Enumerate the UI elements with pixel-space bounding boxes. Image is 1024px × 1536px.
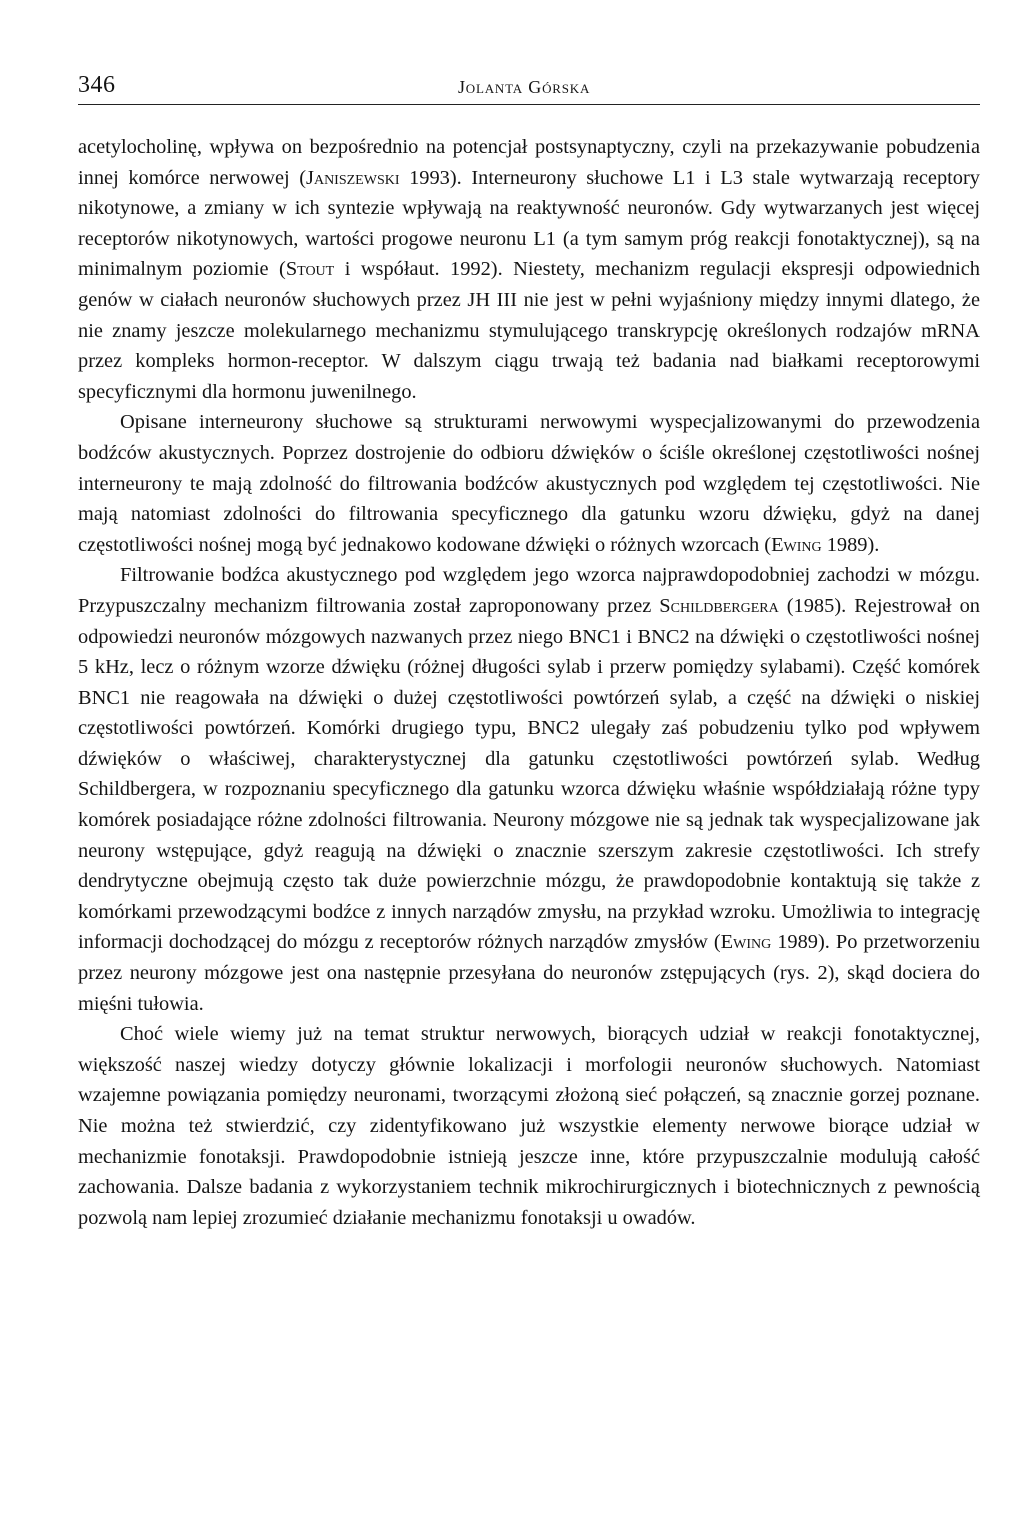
text-run: (1985). Rejestrował on odpowiedzi neuronów mózgowych nazwanych przez niego BNC1 i BNC2 na dźwięki o częstotliwości nośnej 5 kHz, lecz o różnym wzorze dźwięku (różnej długości sylab i przerw pomiędzy sylabami). Część komórek BNC1 nie reagowała na dźwięki o dużej częstotliwości powtórzeń sylab, a część na dźwięki o niskiej częstotliwości powtórzeń. Komórki drugiego typu, BNC2 ulegały zaś pobudzeniu tylko pod wpływem dźwięków o właściwej, charakterystycznej dla gatunku częstotliwości powtórzeń sylab. Według Schildbergera, w rozpoznaniu specyficznego dla gatunku wzorca dźwięku właśnie współdziałają różne typy komórek posiadające różne zdolności filtrowania. Neurony mózgowe nie są jednak tak wyspecjalizowane jak neurony wstępujące, gdyż reagują na dźwięki o znacznie szerszym zakresie częstotliwości. Ich strefy dendrytyczne obejmują często tak duże powierzchnie mózgu, że prawdopodobnie kontaktują się także z komórkami przewodzącymi bodźce z innych narządów zmysłu, na przykład wzroku. Umożliwia to integrację informacji dochodzącej do mózgu z receptorów różnych narządów zmysłów (	[78, 594, 980, 954]
paragraph	[78, 1019, 980, 1233]
paragraph	[78, 132, 980, 407]
paragraph	[78, 407, 980, 560]
citation-author: Schildbergera	[659, 594, 779, 617]
citation-author: Ewing	[720, 931, 772, 954]
text-run: i współaut. 1992). Niestety, mechanizm regulacji ekspresji odpowiednich genów w ciałach neuronów słuchowych przez JH III nie jest w pełni wyjaśniony między innymi dlatego, że nie znamy jeszcze molekularnego mechanizmu stymulującego transkrypcję określonych rodzajów mRNA przez kompleks hormon-receptor. W dalszym ciągu trwają też badania nad białkami receptorowymi specyficznymi dla hormonu juwenilnego.	[78, 258, 980, 403]
paragraph	[78, 560, 980, 1019]
text-run: 1989). Po przetworzeniu przez neurony mózgowe jest ona następnie przesyłana do neuronów zstępujących (rys. 2), skąd dociera do mięśni tułowia.	[78, 931, 980, 1015]
text-run: Opisane interneurony słuchowe są strukturami nerwowymi wyspecjalizowanymi do przewodzenia bodźców akustycznych. Poprzez dostrojenie do odbioru dźwięków o ściśle określonej częstotliwości nośnej interneurony te mają zdolność do filtrowania bodźców akustycznych pod względem tej częstotliwości. Nie mają natomiast zdolności do filtrowania specyficznego dla gatunku wzoru dźwięku, gdyż na danej częstotliwości nośnej mogą być jednakowo kodowane dźwięki o różnych wzorcach (	[78, 411, 980, 556]
text-run: 1993). Interneurony słuchowe L1 i L3 stale wytwarzają receptory nikotynowe, a zmiany w ich syntezie wpływają na reaktywność neuronów. Gdy wytwarzanych jest więcej receptorów nikotynowych, wartości progowe neuronu L1 (a tym samym próg reakcji fonotaktycznej), są na minimalnym poziomie (	[78, 166, 980, 281]
citation-author: Janiszewski	[306, 166, 400, 189]
text-run: acetylocholinę, wpływa on bezpośrednio na potencjał postsynaptyczny, czyli na przekazywanie pobudzenia innej komórce nerwowej (	[78, 136, 980, 189]
document-page	[78, 70, 980, 1233]
body-text	[78, 132, 980, 1233]
running-head-author: Jolanta Górska	[458, 77, 591, 97]
text-run: Filtrowanie bodźca akustycznego pod względem jego wzorca najprawdopodobniej zachodzi w mózgu. Przypuszczalny mechanizm filtrowania został zaproponowany przez	[78, 564, 980, 617]
text-run: Choć wiele wiemy już na temat struktur nerwowych, biorących udział w reakcji fonotaktycznej, większość naszej wiedzy dotyczy głównie lokalizacji i morfologii neuronów słuchowych. Natomiast wzajemne powiązania pomiędzy neuronami, tworzącymi złożoną sieć połączeń, są znacznie gorzej poznane. Nie można też stwierdzić, czy zidentyfikowano już wszystkie elementy nerwowe biorące udział w mechanizmie fonotaksji. Prawdopodobnie istnieją jeszcze inne, które przypuszczalnie modulują całość zachowania. Dalsze badania z wykorzystaniem technik mikrochirurgicznych i biotechnicznych z pewnością pozwolą nam lepiej zrozumieć działanie mechanizmu fonotaksji u owadów.	[78, 1023, 980, 1229]
citation-author: Ewing	[771, 533, 822, 556]
page-number: 346	[78, 72, 116, 98]
citation-author: Stout	[285, 258, 335, 281]
text-run: 1989).	[821, 533, 880, 556]
running-header	[78, 70, 980, 105]
